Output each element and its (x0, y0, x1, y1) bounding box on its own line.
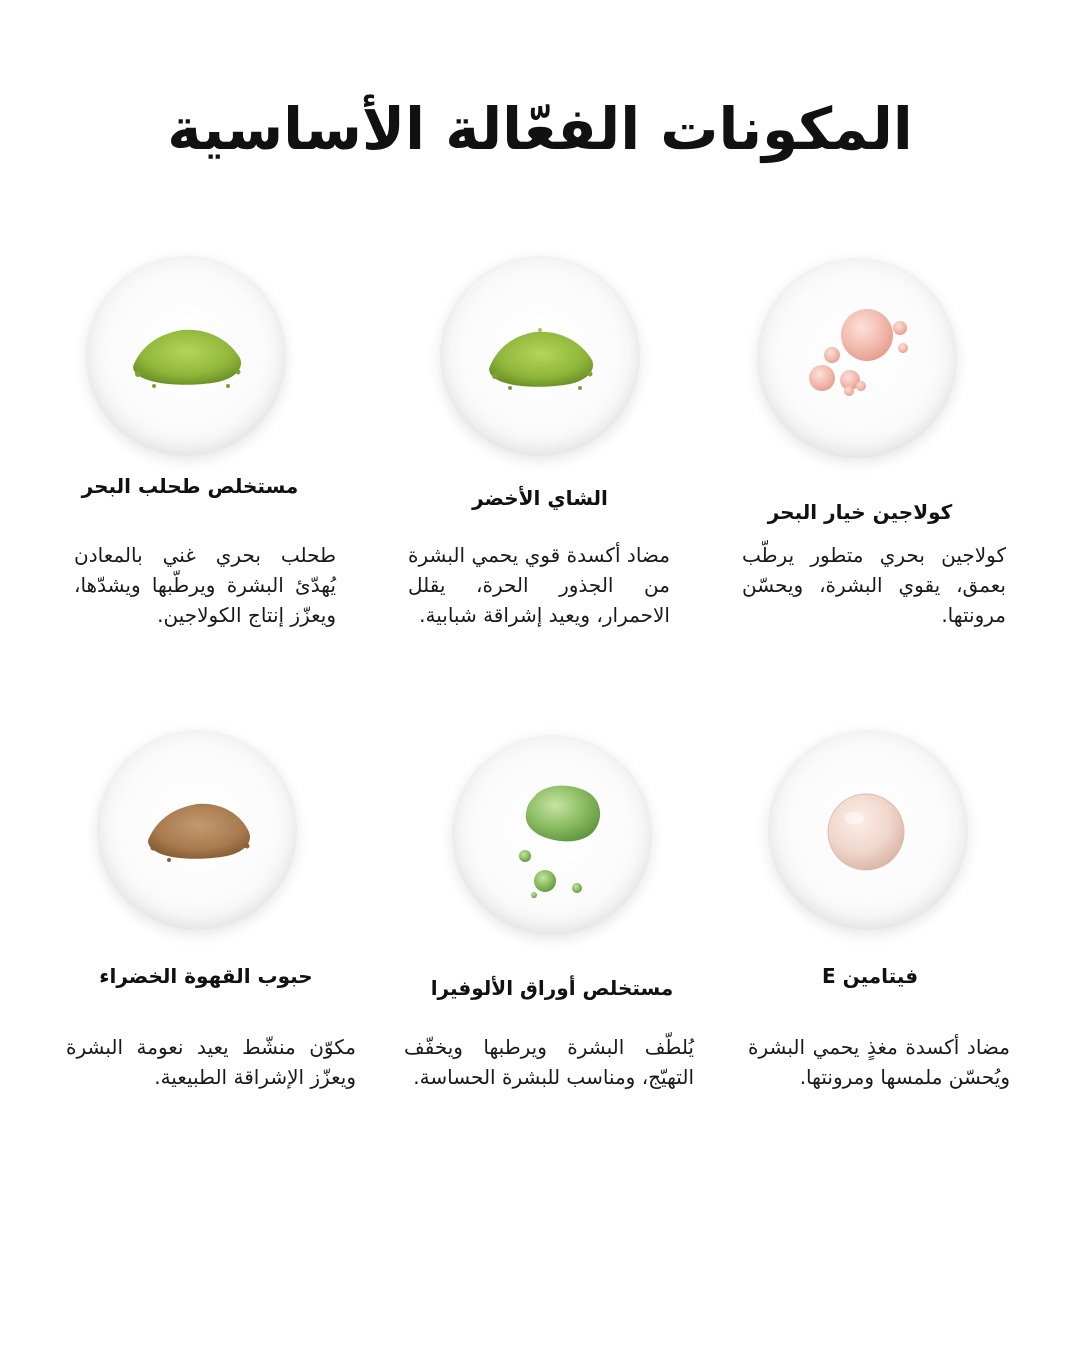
ingredient-plate (768, 730, 968, 930)
ingredient-plate (452, 735, 652, 935)
pink-oil-droplets-icon (757, 258, 957, 458)
green-powder-icon (440, 256, 640, 456)
ingredient-description: يُلطّف البشرة ويرطبها ويخفّف التهيّج، ومناسب للبشرة الحساسة. (404, 1035, 694, 1089)
ingredient-plate (440, 256, 640, 456)
ingredient-name: حبوب القهوة الخضراء (99, 964, 313, 988)
beige-oil-drop-icon (768, 730, 968, 930)
brown-powder-icon (97, 730, 297, 930)
ingredient-name: الشاي الأخضر (472, 486, 608, 510)
green-powder-icon (86, 256, 286, 456)
ingredient-description: كولاجين بحري متطور يرطّب بعمق، يقوي البشرة، ويحسّن مرونتها. (742, 543, 1006, 627)
ingredient-plate (97, 730, 297, 930)
ingredient-name: مستخلص أوراق الألوفيرا (430, 976, 674, 1000)
ingredient-plate (86, 256, 286, 456)
ingredient-description: مكوّن منشّط يعيد نعومة البشرة ويعزّز الإشراقة الطبيعية. (66, 1035, 356, 1089)
ingredient-name: فيتامين E (821, 964, 919, 988)
ingredient-description: مضاد أكسدة مغذٍ يحمي البشرة ويُحسّن ملمسها ومرونتها. (748, 1035, 1010, 1089)
ingredient-description: طحلب بحري غني بالمعادن يُهدّئ البشرة ويرطّبها ويشدّها، ويعزّز إنتاج الكولاجين. (74, 543, 336, 627)
ingredient-description: مضاد أكسدة قوي يحمي البشرة من الجذور الحرة، يقلل الاحمرار، ويعيد إشراقة شبابية. (408, 543, 670, 627)
green-gel-drop-icon (452, 735, 652, 935)
page-title: المكونات الفعّالة الأساسية (167, 95, 913, 163)
ingredient-name: كولاجين خيار البحر (767, 500, 953, 524)
ingredient-name: مستخلص طحلب البحر (81, 474, 299, 498)
ingredient-plate (757, 258, 957, 458)
